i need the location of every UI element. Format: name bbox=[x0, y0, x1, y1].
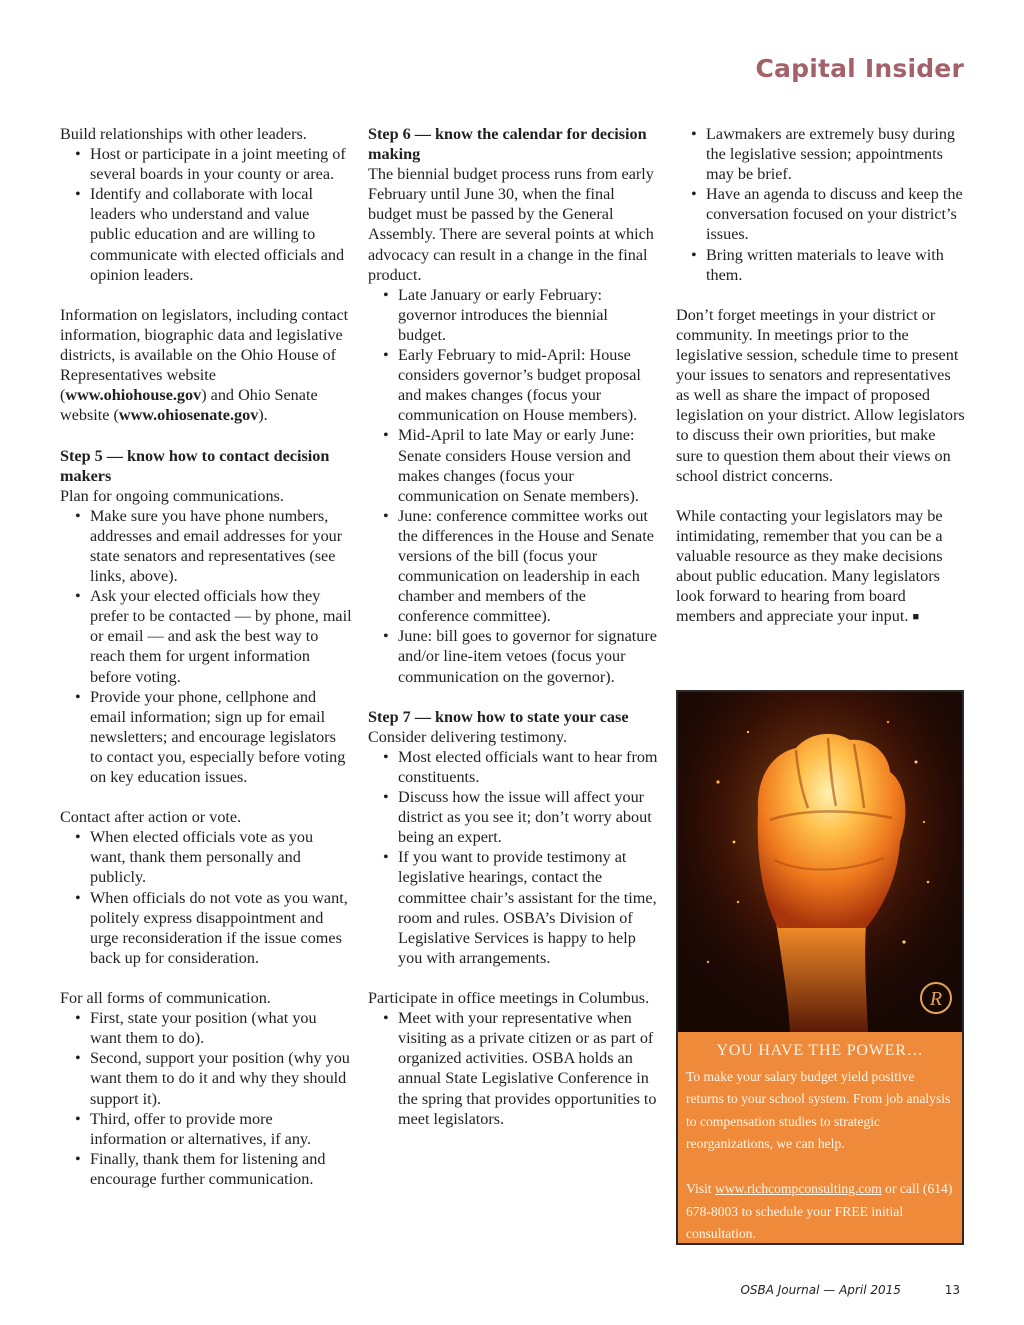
ad-contact-text: Visit www.richcompconsulting.com or call (614) 678-8003 to schedule your FREE initial consultation. bbox=[686, 1181, 953, 1241]
list-item: • Identify and collaborate with local leaders who understand and value public education and are willing to communicate with elected officials and opinion leaders. bbox=[90, 184, 352, 284]
ohiohouse-link[interactable]: www.ohiohouse.gov bbox=[65, 386, 202, 405]
page-number: 13 bbox=[944, 1283, 960, 1297]
bullet-list bbox=[60, 506, 352, 787]
list-item: • Meet with your representative when visiting as a private citizen or as part of organized activities. OSBA holds an annual State Legislative Conference in the spring that provides opportunities to meet legislators. bbox=[398, 1008, 660, 1129]
bullet-list bbox=[60, 1008, 352, 1189]
publication-credit: OSBA Journal — April 2015 bbox=[740, 1283, 901, 1297]
section-title: Capital Insider bbox=[755, 54, 964, 83]
legislator-info-paragraph: Information on legislators, including contact information, biographic data and legislative districts, is available on the Ohio House of Representatives website (www.ohiohouse.gov) and Ohio Senate website (www.ohiosenate.gov). bbox=[60, 305, 349, 425]
end-mark: ■ bbox=[912, 611, 920, 624]
bullet-list bbox=[60, 827, 352, 968]
paragraph: The biennial budget process runs from early February until June 30, when the final budget must be passed by the General Assembly. There are several points at which advocacy can result in a change in the final product. bbox=[368, 165, 654, 284]
list-item: • June: bill goes to governor for signature and/or line-item vetoes (focus your communication on the governor). bbox=[398, 626, 660, 686]
richcomp-logo-icon bbox=[918, 980, 954, 1016]
list-item: • Mid-April to late May or early June: Senate considers House version and makes changes (focus your communication on Senate members). bbox=[398, 425, 660, 505]
list-item: • Lawmakers are extremely busy during the legislative session; appointments may be brief. bbox=[706, 124, 966, 184]
list-item: • Have an agenda to discuss and keep the conversation focused on your district’s issues. bbox=[706, 184, 966, 244]
richcomp-website-link[interactable]: www.richcompconsulting.com bbox=[715, 1181, 882, 1196]
list-item: • Early February to mid-April: House considers governor’s budget proposal and makes changes (focus your communication on House members). bbox=[398, 345, 660, 425]
paragraph: Build relationships with other leaders. bbox=[60, 125, 307, 143]
column-1 bbox=[60, 124, 352, 1189]
list-item: • Late January or early February: governor introduces the biennial budget. bbox=[398, 285, 660, 345]
list-item: • Provide your phone, cellphone and email information; sign up for email newsletters; and encourage legislators to contact you, especially before voting on key education issues. bbox=[90, 687, 352, 787]
bullet-list bbox=[368, 747, 660, 968]
bullet-list bbox=[368, 285, 660, 687]
closing-paragraph: While contacting your legislators may be intimidating, remember that you can be a valuable resource as they make decisions about public education. Many legislators look forward to hearing from board members and appreciate your input. ■ bbox=[676, 506, 943, 626]
step-7-heading: Step 7 — know how to state your case bbox=[368, 707, 629, 726]
paragraph: For all forms of communication. bbox=[60, 989, 271, 1008]
bullet-list bbox=[368, 1008, 660, 1129]
advertisement bbox=[676, 690, 964, 1245]
list-item: • Finally, thank them for listening and encourage further communication. bbox=[90, 1149, 352, 1189]
column-3 bbox=[676, 124, 966, 627]
list-item: • Most elected officials want to hear from constituents. bbox=[398, 747, 660, 787]
step-6-heading: Step 6 — know the calendar for decision making bbox=[368, 125, 647, 164]
fist-fire-image bbox=[678, 692, 962, 1032]
ohiosenate-link[interactable]: www.ohiosenate.gov bbox=[118, 406, 259, 425]
list-item: • Make sure you have phone numbers, addresses and email addresses for your state senators and representatives (see links, above). bbox=[90, 506, 352, 586]
column-2 bbox=[368, 124, 660, 1129]
bullet-list bbox=[60, 144, 352, 285]
paragraph: Participate in office meetings in Columbus. bbox=[368, 989, 650, 1008]
paragraph: Consider delivering testimony. bbox=[368, 727, 568, 746]
list-item: • When elected officials vote as you want, thank them personally and publicly. bbox=[90, 827, 352, 887]
list-item: • Ask your elected officials how they prefer to be contacted — by phone, mail or email — and ask the best way to reach them for urgent information before voting. bbox=[90, 586, 352, 686]
paragraph: Plan for ongoing communications. bbox=[60, 486, 284, 505]
step-5-heading: Step 5 — know how to contact decision makers bbox=[60, 446, 330, 485]
list-item: • If you want to provide testimony at legislative hearings, contact the committee chair’s assistant for the time, room and rules. OSBA’s Division of Legislative Services is happy to help you with arrangements. bbox=[398, 847, 660, 968]
list-item: • Discuss how the issue will affect your district as you see it; don’t worry about being an expert. bbox=[398, 787, 660, 847]
page-footer bbox=[740, 1283, 960, 1297]
list-item: • Third, offer to provide more information or alternatives, if any. bbox=[90, 1109, 352, 1149]
list-item: • First, state your position (what you want them to do). bbox=[90, 1008, 352, 1048]
paragraph: Don’t forget meetings in your district or community. In meetings prior to the legislative session, schedule time to present your issues to senators and representatives as well as share the impact of proposed legislation on your district. Allow legislators to discuss their own priorities, but make sure to question them about their views on school district concerns. bbox=[676, 305, 965, 485]
paragraph: Contact after action or vote. bbox=[60, 808, 242, 827]
ad-text-panel bbox=[678, 1032, 962, 1243]
list-item: • Second, support your position (why you want them to do it and why they should support it). bbox=[90, 1048, 352, 1108]
list-item: • June: conference committee works out the differences in the House and Senate versions of the bill (focus your communication on leadership in each chamber and members of the conference committee). bbox=[398, 506, 660, 627]
ad-headline: YOU HAVE THE POWER… bbox=[716, 1042, 924, 1059]
svg-text:R: R bbox=[929, 988, 943, 1010]
ad-body-text: To make your salary budget yield positive returns to your school system. From job analysis to compensation studies to strategic reorganizations, we can help. bbox=[686, 1068, 951, 1151]
list-item: • When officials do not vote as you want, politely express disappointment and urge reconsideration if the issue comes back up for consideration. bbox=[90, 888, 352, 968]
bullet-list bbox=[676, 124, 966, 285]
list-item: • Host or participate in a joint meeting of several boards in your county or area. bbox=[90, 144, 352, 184]
list-item: • Bring written materials to leave with them. bbox=[706, 245, 966, 285]
